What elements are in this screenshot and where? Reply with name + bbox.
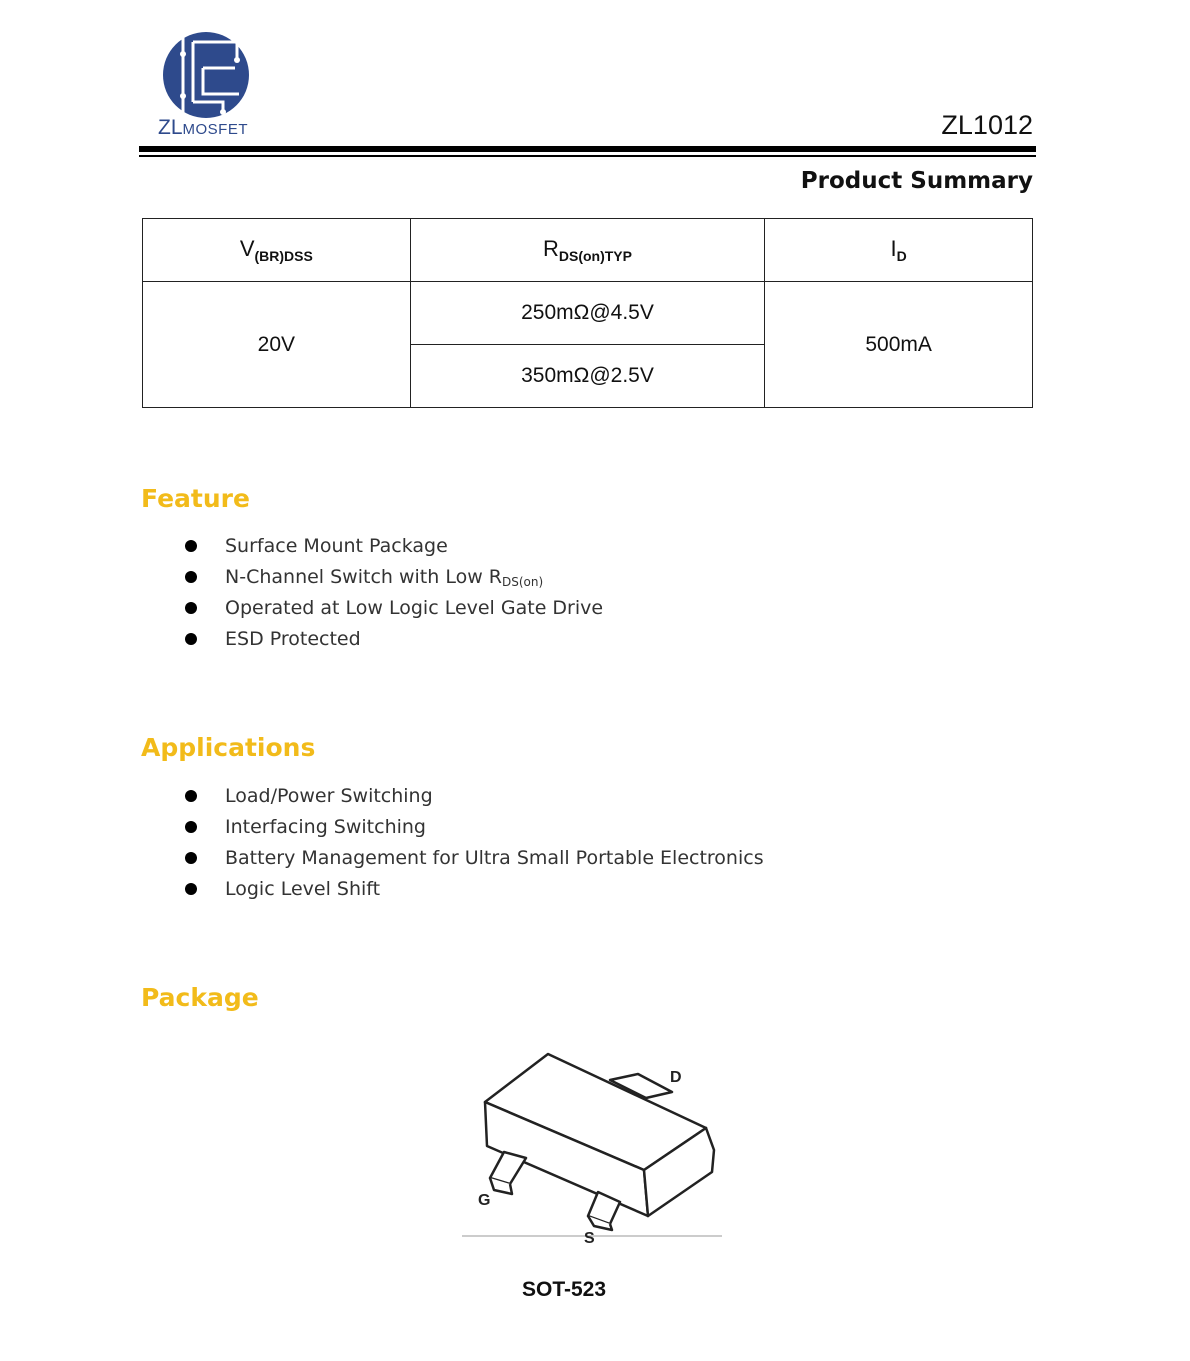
header-rdson: $R_{DS(on)TYP}$ xyxy=(410,219,765,282)
bullet-icon xyxy=(185,571,197,583)
bullet-icon xyxy=(185,602,197,614)
feature-heading: Feature xyxy=(141,484,250,513)
value-rdson-4v5: 250mΩ@4.5V xyxy=(410,282,765,345)
bullet-icon xyxy=(185,633,197,645)
feature-list xyxy=(185,531,603,655)
list-item: Logic Level Shift xyxy=(185,874,764,905)
product-summary-title: Product Summary xyxy=(800,168,1033,194)
header-vbrdss: $V_{(BR)DSS}$ xyxy=(143,219,411,282)
bullet-icon xyxy=(185,790,197,802)
part-number: ZL1012 xyxy=(941,110,1033,140)
bullet-icon xyxy=(185,852,197,864)
list-item: N-Channel Switch with Low $R_{DS(on)}$ xyxy=(185,562,603,593)
pin-label-gate: G xyxy=(478,1192,491,1209)
list-item: Surface Mount Package xyxy=(185,531,603,562)
applications-heading: Applications xyxy=(141,733,316,762)
product-summary-table xyxy=(142,218,1033,408)
bullet-icon xyxy=(185,821,197,833)
company-logo-icon xyxy=(163,32,249,118)
list-item: Interfacing Switching xyxy=(185,812,764,843)
sot523-package-drawing xyxy=(460,1040,725,1250)
list-item: Operated at Low Logic Level Gate Drive xyxy=(185,593,603,624)
header-rule-thin xyxy=(139,155,1036,157)
applications-list xyxy=(185,781,764,905)
bullet-icon xyxy=(185,540,197,552)
value-rdson-2v5: 350mΩ@2.5V xyxy=(410,345,765,408)
header-id: $I_D$ xyxy=(765,219,1033,282)
list-item: ESD Protected xyxy=(185,624,603,655)
package-heading: Package xyxy=(141,983,259,1012)
bullet-icon xyxy=(185,883,197,895)
pin-label-drain: D xyxy=(670,1069,682,1086)
company-logo-text: ZLMOSFET xyxy=(158,116,249,139)
value-id: 500mA xyxy=(765,282,1033,408)
pin-label-source: S xyxy=(584,1230,595,1247)
header-rule-thick xyxy=(139,146,1036,152)
list-item: Battery Management for Ultra Small Portable Electronics xyxy=(185,843,764,874)
list-item: Load/Power Switching xyxy=(185,781,764,812)
package-name: SOT-523 xyxy=(522,1278,607,1301)
value-vbrdss: 20V xyxy=(143,282,411,408)
